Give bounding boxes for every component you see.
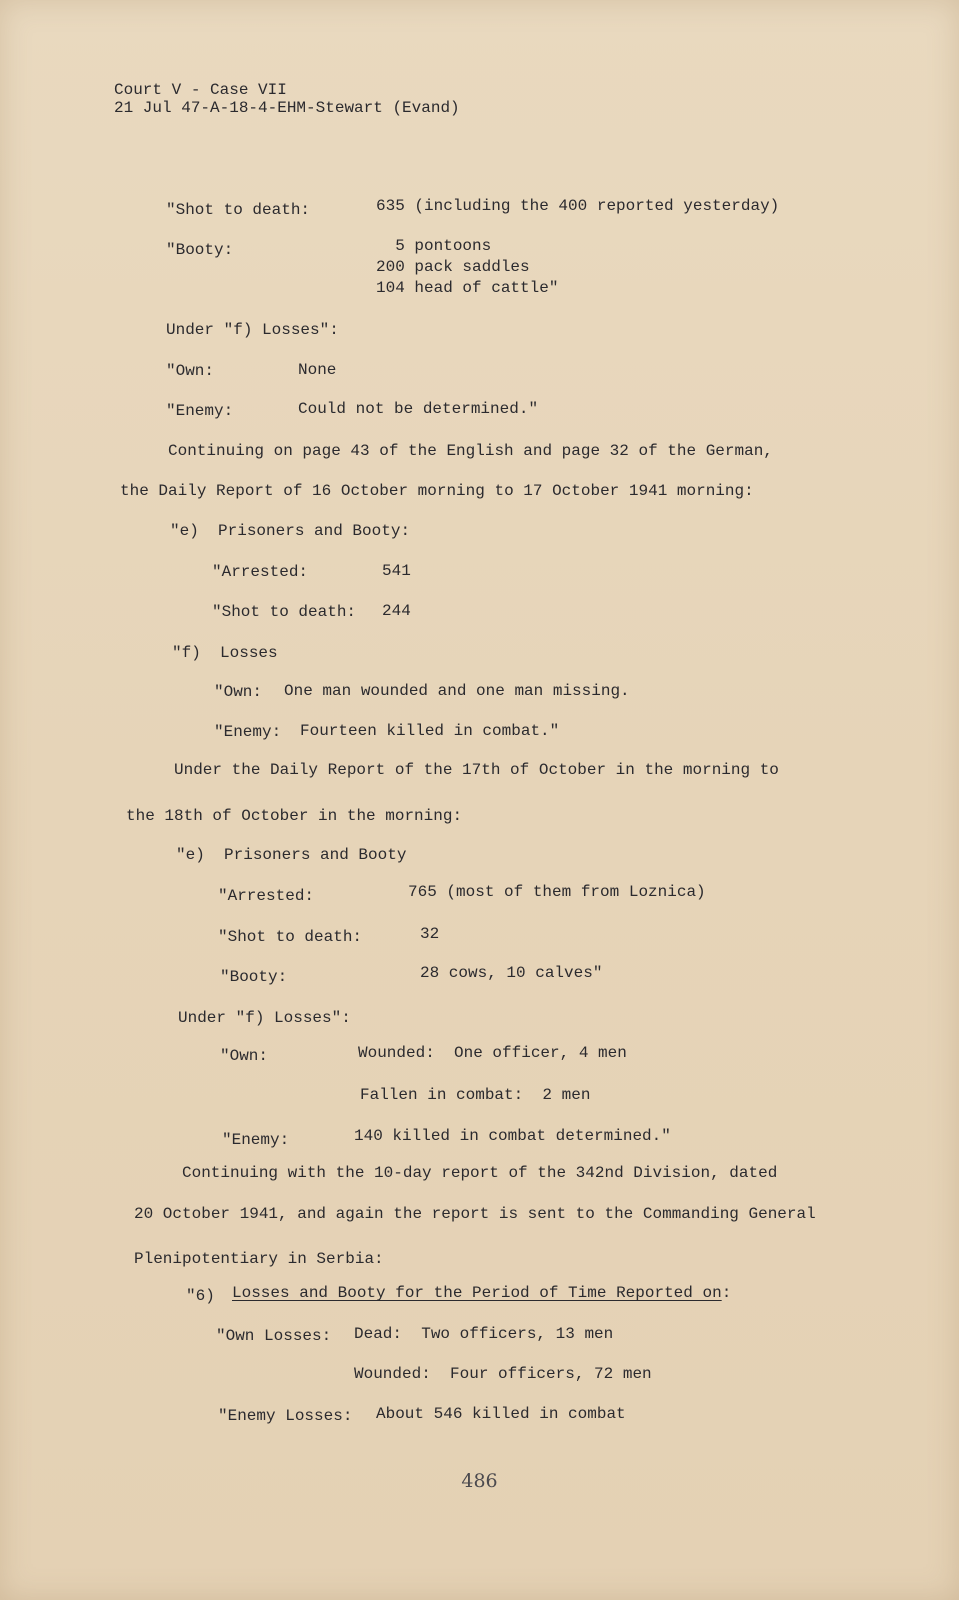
case-reference: 21 Jul 47-A-18-4-EHM-Stewart (Evand)	[114, 99, 460, 117]
arrested-label: "Arrested:	[212, 563, 309, 581]
shot-to-death-label: "Shot to death:	[218, 928, 363, 946]
booty-item: 200 pack saddles	[376, 258, 530, 276]
enemy-value: Fourteen killed in combat."	[300, 722, 560, 740]
enemy-losses-label: "Enemy Losses:	[218, 1407, 353, 1425]
item-number: "6)	[186, 1287, 215, 1305]
booty-label: "Booty:	[166, 241, 234, 259]
shot-to-death-value: 244	[382, 602, 411, 620]
prisoners-booty-heading: "e) Prisoners and Booty	[176, 846, 407, 864]
section-heading: Losses and Booty for the Period of Time Reported on	[232, 1284, 722, 1302]
losses-subheading: Under "f) Losses":	[178, 1009, 351, 1027]
own-losses-dead: Dead: Two officers, 13 men	[354, 1325, 614, 1343]
enemy-losses-value: About 546 killed in combat	[376, 1405, 626, 1423]
own-value: Fallen in combat: 2 men	[360, 1086, 591, 1104]
shot-to-death-value: 32	[420, 925, 440, 943]
paragraph-line: the 18th of October in the morning:	[126, 807, 463, 825]
section-heading-colon: :	[721, 1284, 732, 1302]
section-heading-group	[232, 1283, 731, 1303]
paragraph-line: 20 October 1941, and again the report is sent to the Commanding General	[134, 1205, 816, 1223]
booty-item: 104 head of cattle"	[376, 279, 559, 297]
paragraph-line: the Daily Report of 16 October morning to 17 October 1941 morning:	[120, 482, 754, 500]
losses-subheading: Under "f) Losses":	[166, 321, 339, 339]
enemy-label: "Enemy:	[214, 723, 282, 741]
own-value: One man wounded and one man missing.	[284, 682, 630, 700]
own-label: "Own:	[220, 1047, 269, 1065]
case-header: Court V - Case VII	[114, 81, 287, 99]
paragraph-line: Under the Daily Report of the 17th of October in the morning to	[174, 761, 779, 779]
paragraph-line: Continuing with the 10-day report of the 342nd Division, dated	[182, 1164, 778, 1182]
page-number: 486	[461, 1470, 498, 1492]
shot-to-death-value: 635 (including the 400 reported yesterday)	[376, 197, 780, 215]
arrested-value: 765 (most of them from Loznica)	[408, 883, 706, 901]
paragraph-line: Plenipotentiary in Serbia:	[134, 1250, 384, 1268]
own-value: None	[298, 361, 337, 379]
own-value: Wounded: One officer, 4 men	[358, 1044, 627, 1062]
shot-to-death-label: "Shot to death:	[212, 603, 357, 621]
paragraph-line: Continuing on page 43 of the English and page 32 of the German,	[168, 442, 773, 460]
own-losses-wounded: Wounded: Four officers, 72 men	[354, 1365, 652, 1383]
arrested-value: 541	[382, 562, 411, 580]
booty-label: "Booty:	[220, 968, 288, 986]
enemy-value: Could not be determined."	[298, 400, 539, 418]
own-label: "Own:	[214, 683, 263, 701]
prisoners-booty-heading: "e) Prisoners and Booty:	[170, 522, 411, 540]
own-label: "Own:	[166, 362, 215, 380]
booty-item: 5 pontoons	[376, 237, 492, 255]
own-losses-label: "Own Losses:	[216, 1327, 332, 1345]
enemy-value: 140 killed in combat determined."	[354, 1127, 671, 1145]
enemy-label: "Enemy:	[166, 402, 234, 420]
enemy-label: "Enemy:	[222, 1131, 290, 1149]
losses-heading: "f) Losses	[172, 644, 278, 662]
booty-value: 28 cows, 10 calves"	[420, 964, 603, 982]
arrested-label: "Arrested:	[218, 887, 315, 905]
shot-to-death-label: "Shot to death:	[166, 201, 311, 219]
